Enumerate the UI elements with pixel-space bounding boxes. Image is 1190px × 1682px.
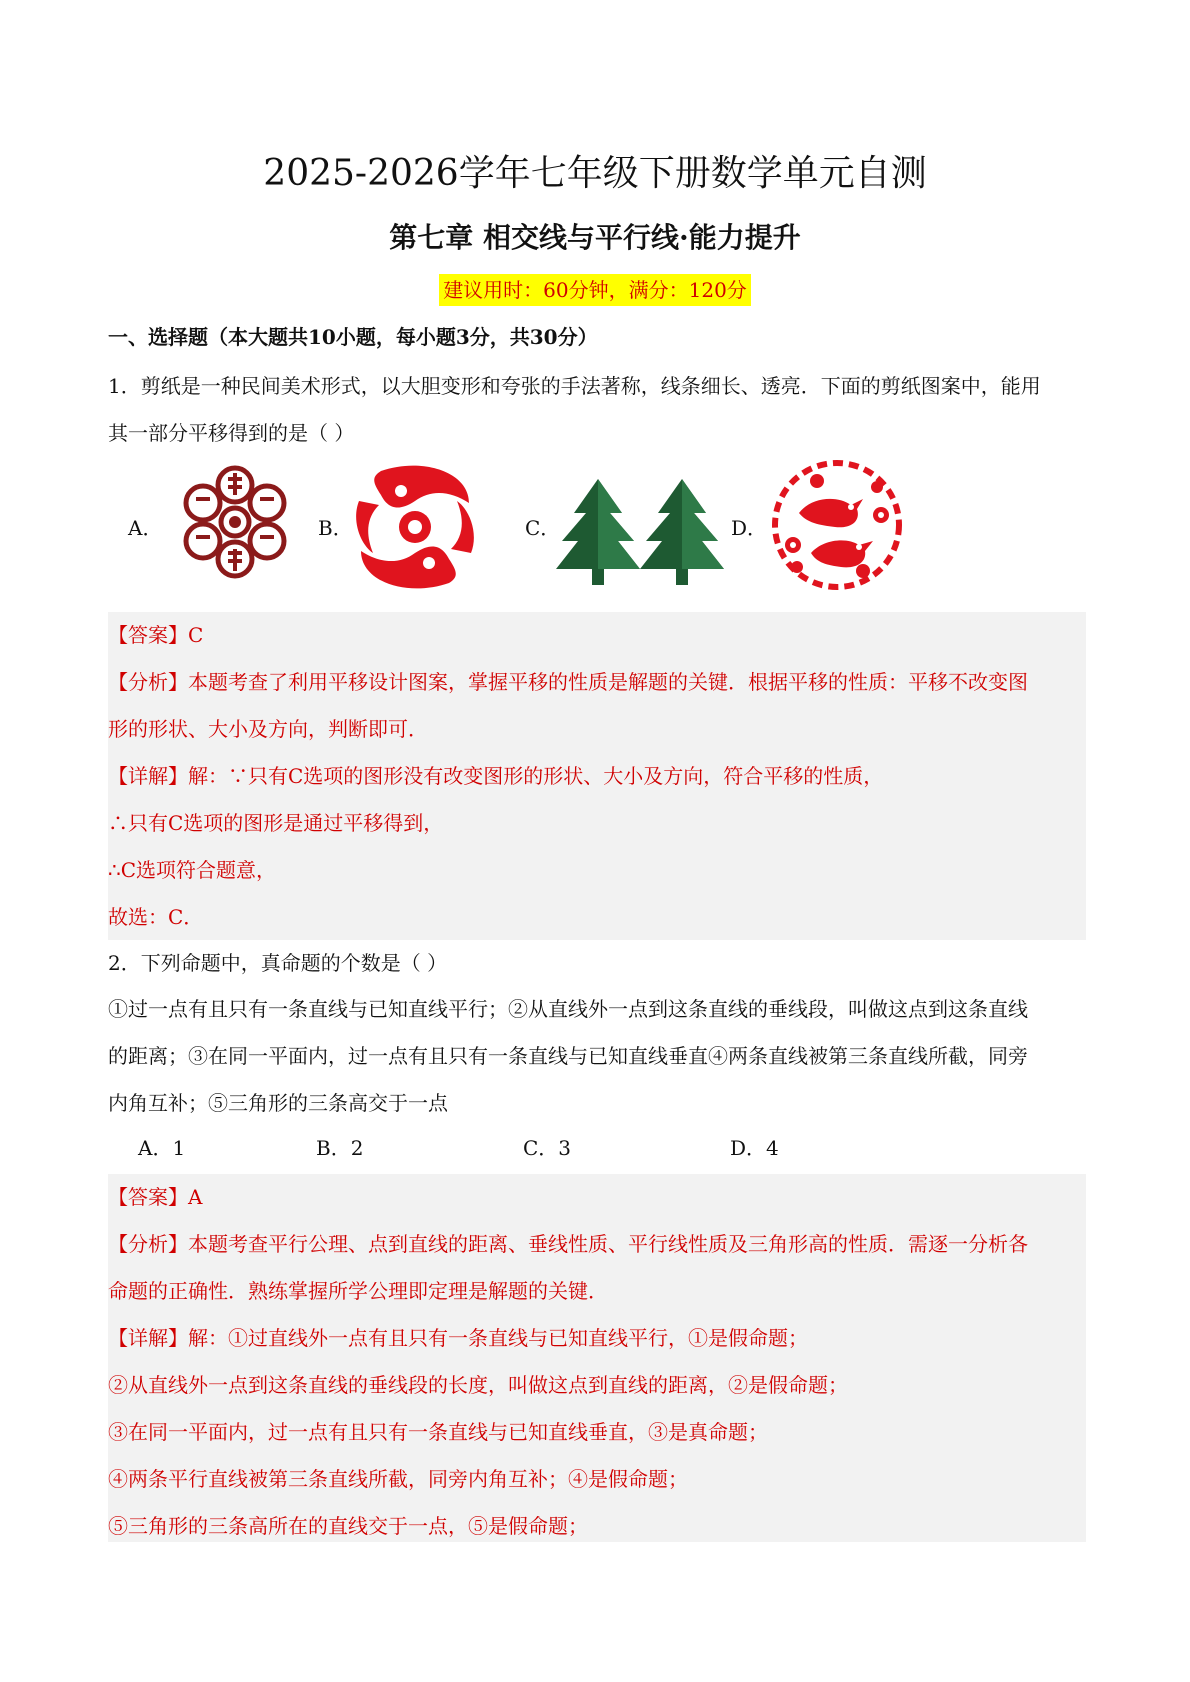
- choice-a: A．1: [138, 1136, 186, 1160]
- question-1-options: [108, 463, 1086, 593]
- detail-line: ∴C选项符合题意，: [108, 858, 277, 882]
- question-1: [108, 363, 1086, 457]
- page-title: 2025-2026学年七年级下册数学单元自测: [263, 153, 927, 194]
- detail-line: ⑤三角形的三条高所在的直线交于一点，⑤是假命题；: [108, 1514, 588, 1538]
- analysis-line: 命题的正确性．熟练掌握所学公理即定理是解题的关键．: [108, 1279, 608, 1303]
- time-note-wrap: [0, 274, 1190, 306]
- choice-b: B．2: [316, 1136, 364, 1160]
- section-heading: 一、选择题（本大题共10小题，每小题3分，共30分）: [108, 325, 598, 349]
- answer-line: 【答案】A: [108, 1185, 203, 1209]
- option-d-label: D．: [731, 516, 768, 540]
- question-2-statements: [108, 986, 1086, 1127]
- detail-line: ④两条平行直线被第三条直线所截，同旁内角互补；④是假命题；: [108, 1467, 688, 1491]
- answer-line: 【答案】C: [108, 623, 204, 647]
- choice-c: C．3: [523, 1136, 572, 1160]
- detail-line: 故选：C．: [108, 905, 204, 929]
- papercut-flower-icon: [176, 463, 294, 581]
- statement-line: 内角互补；⑤三角形的三条高交于一点: [108, 1091, 448, 1115]
- time-note: 建议用时：60分钟，满分：120分: [439, 274, 751, 306]
- question-1-line-1: 1．剪纸是一种民间美术形式，以大胆变形和夸张的手法著称，线条细长、透亮．下面的剪纸图案中，能用: [108, 374, 1041, 398]
- detail-line: 【详解】解：∵只有C选项的图形没有改变图形的形状、大小及方向，符合平移的性质，: [108, 764, 884, 788]
- question-2-answer: [108, 1174, 1086, 1542]
- detail-line: ③在同一平面内，过一点有且只有一条直线与已知直线垂直，③是真命题；: [108, 1420, 768, 1444]
- option-c-label: C．: [525, 516, 561, 540]
- question-2-choices: [108, 1128, 1086, 1168]
- papercut-birds-icon: [771, 459, 903, 591]
- analysis-line: 【分析】本题考查了利用平移设计图案，掌握平移的性质是解题的关键．根据平移的性质：平移不改变图: [108, 670, 1028, 694]
- pine-trees-icon: [556, 479, 726, 585]
- question-1-answer: [108, 612, 1086, 940]
- statement-line: ①过一点有且只有一条直线与已知直线平行；②从直线外一点到这条直线的垂线段，叫做这点到这条直线: [108, 997, 1028, 1021]
- option-a-label: A．: [128, 516, 163, 540]
- analysis-line: 形的形状、大小及方向，判断即可．: [108, 717, 428, 741]
- question-1-line-2: 其一部分平移得到的是（ ）: [108, 421, 355, 445]
- question-2-line-1: 2．下列命题中，真命题的个数是（ ）: [108, 951, 448, 975]
- question-2: [108, 940, 1086, 987]
- chapter-subtitle: 第七章 相交线与平行线·能力提升: [389, 221, 801, 254]
- option-b-label: B．: [318, 516, 353, 540]
- detail-line: 【详解】解：①过直线外一点有且只有一条直线与已知直线平行，①是假命题；: [108, 1326, 808, 1350]
- detail-line: ∴只有C选项的图形是通过平移得到，: [108, 811, 444, 835]
- statement-line: 的距离；③在同一平面内，过一点有且只有一条直线与已知直线垂直④两条直线被第三条直线所截，同旁: [108, 1044, 1028, 1068]
- detail-line: ②从直线外一点到这条直线的垂线段的长度，叫做这点到直线的距离，②是假命题；: [108, 1373, 848, 1397]
- analysis-line: 【分析】本题考查平行公理、点到直线的距离、垂线性质、平行线性质及三角形高的性质．需逐一分析各: [108, 1232, 1028, 1256]
- papercut-fish-icon: [351, 461, 479, 593]
- choice-d: D．4: [730, 1136, 779, 1160]
